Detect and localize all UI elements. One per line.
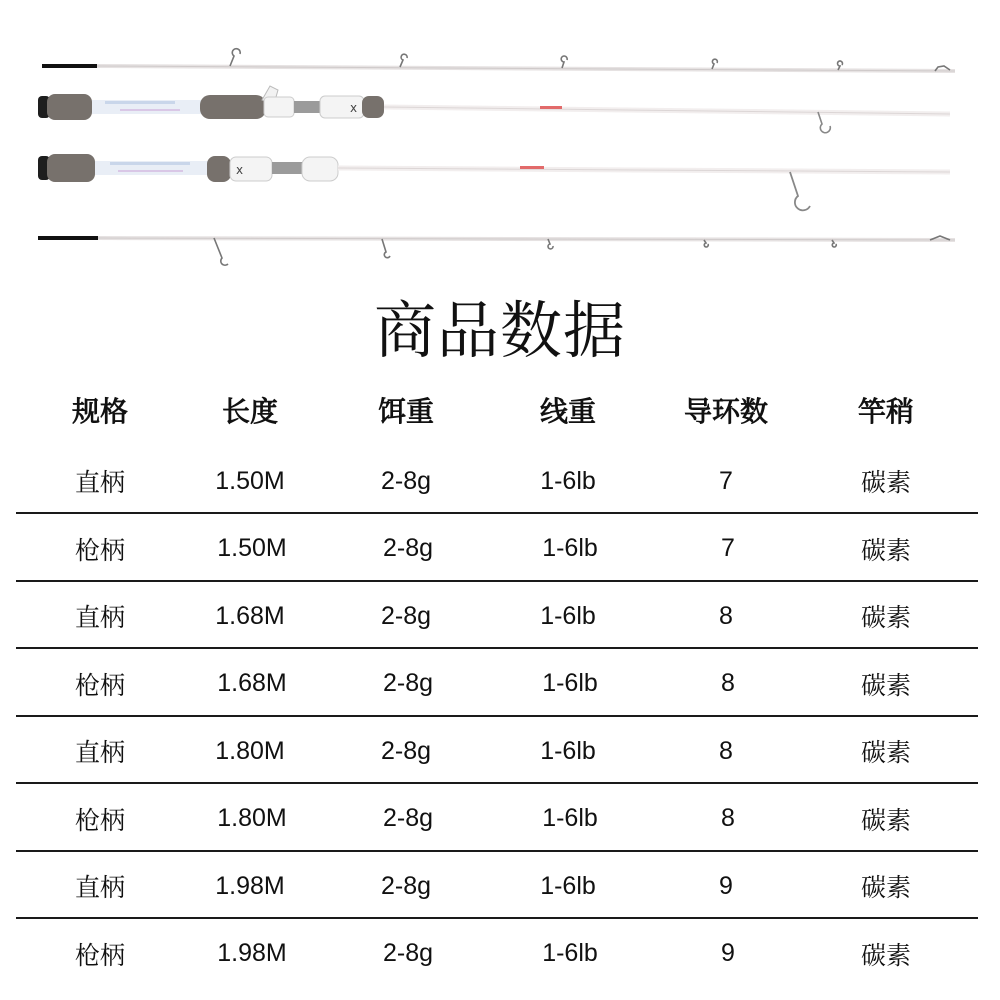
cell-spec: 直柄 xyxy=(74,603,125,632)
cell-lure-weight: 2-8g xyxy=(382,804,434,832)
row-divider xyxy=(16,850,978,852)
cell-spec: 直柄 xyxy=(74,468,125,497)
table-row xyxy=(16,651,978,717)
cell-spec: 直柄 xyxy=(74,873,125,902)
cell-line-weight: 1-6lb xyxy=(542,534,598,562)
cell-line-weight: 1-6lb xyxy=(542,669,598,697)
cell-guide-count: 8 xyxy=(721,804,735,832)
cell-guide-count: 7 xyxy=(719,466,733,495)
cell-guide-count: 8 xyxy=(719,601,733,630)
row-divider xyxy=(16,715,978,717)
cell-line-weight: 1-6lb xyxy=(540,871,596,900)
cell-tip-material: 碳素 xyxy=(860,670,911,700)
cell-line-weight: 1-6lb xyxy=(542,939,598,967)
row-divider xyxy=(16,580,978,582)
cell-spec: 枪柄 xyxy=(74,940,125,970)
table-row xyxy=(16,921,978,987)
cell-line-weight: 1-6lb xyxy=(540,601,596,630)
header-guide-count: 导环数 xyxy=(683,395,768,428)
header-lure-weight: 饵重 xyxy=(377,395,434,428)
cell-tip-material: 碳素 xyxy=(860,603,911,632)
cell-spec: 直柄 xyxy=(74,738,125,767)
rod-guides-spinning xyxy=(790,172,810,210)
cell-length: 1.50M xyxy=(215,466,285,495)
cell-tip-material: 碳素 xyxy=(860,468,911,497)
rod-tip-section-top xyxy=(42,49,955,71)
cell-guide-count: 7 xyxy=(721,534,735,562)
cell-lure-weight: 2-8g xyxy=(380,871,432,900)
table-row xyxy=(16,583,978,649)
rod-tip-section-bottom xyxy=(38,236,955,265)
header-line-weight: 线重 xyxy=(539,395,596,428)
cell-tip-material: 碳素 xyxy=(860,940,911,970)
header-length: 长度 xyxy=(221,395,278,428)
cell-spec: 枪柄 xyxy=(74,805,125,835)
cell-guide-count: 9 xyxy=(719,871,733,900)
header-spec: 规格 xyxy=(71,395,128,428)
cell-line-weight: 1-6lb xyxy=(540,466,596,495)
cell-tip-material: 碳素 xyxy=(860,535,911,565)
cell-tip-material: 碳素 xyxy=(860,738,911,767)
cell-line-weight: 1-6lb xyxy=(542,804,598,832)
cell-guide-count: 8 xyxy=(719,736,733,765)
casting-rod xyxy=(38,86,950,133)
cell-lure-weight: 2-8g xyxy=(382,939,434,967)
cell-lure-weight: 2-8g xyxy=(382,534,434,562)
svg-text:x: x xyxy=(350,101,358,115)
cell-guide-count: 8 xyxy=(721,669,735,697)
cell-tip-material: 碳素 xyxy=(860,805,911,835)
cell-guide-count: 9 xyxy=(721,939,735,967)
cell-length: 1.80M xyxy=(215,736,285,765)
row-divider xyxy=(16,917,978,919)
cell-tip-material: 碳素 xyxy=(860,873,911,902)
cell-line-weight: 1-6lb xyxy=(540,736,596,765)
cell-length: 1.98M xyxy=(215,871,285,900)
cell-length: 1.68M xyxy=(215,601,285,630)
rod-guides-casting xyxy=(818,112,830,133)
svg-text:x: x xyxy=(236,163,244,177)
cell-length: 1.98M xyxy=(217,939,287,967)
cell-spec: 枪柄 xyxy=(74,535,125,565)
cell-length: 1.50M xyxy=(217,534,287,562)
spinning-rod xyxy=(38,154,950,210)
page-title: 商品数据 xyxy=(373,294,626,367)
row-divider xyxy=(16,782,978,784)
header-tip-material: 竿稍 xyxy=(857,395,914,428)
cell-lure-weight: 2-8g xyxy=(382,669,434,697)
table-row xyxy=(16,786,978,852)
cell-length: 1.80M xyxy=(217,804,287,832)
table-row xyxy=(16,853,978,919)
row-divider xyxy=(16,647,978,649)
cell-spec: 枪柄 xyxy=(74,670,125,700)
table-row xyxy=(16,718,978,784)
rod-product-image xyxy=(0,0,1000,290)
row-divider xyxy=(16,512,978,514)
table-row xyxy=(16,448,978,514)
cell-length: 1.68M xyxy=(217,669,287,697)
table-row xyxy=(16,516,978,582)
cell-lure-weight: 2-8g xyxy=(380,736,432,765)
cell-lure-weight: 2-8g xyxy=(380,601,432,630)
cell-lure-weight: 2-8g xyxy=(380,466,432,495)
